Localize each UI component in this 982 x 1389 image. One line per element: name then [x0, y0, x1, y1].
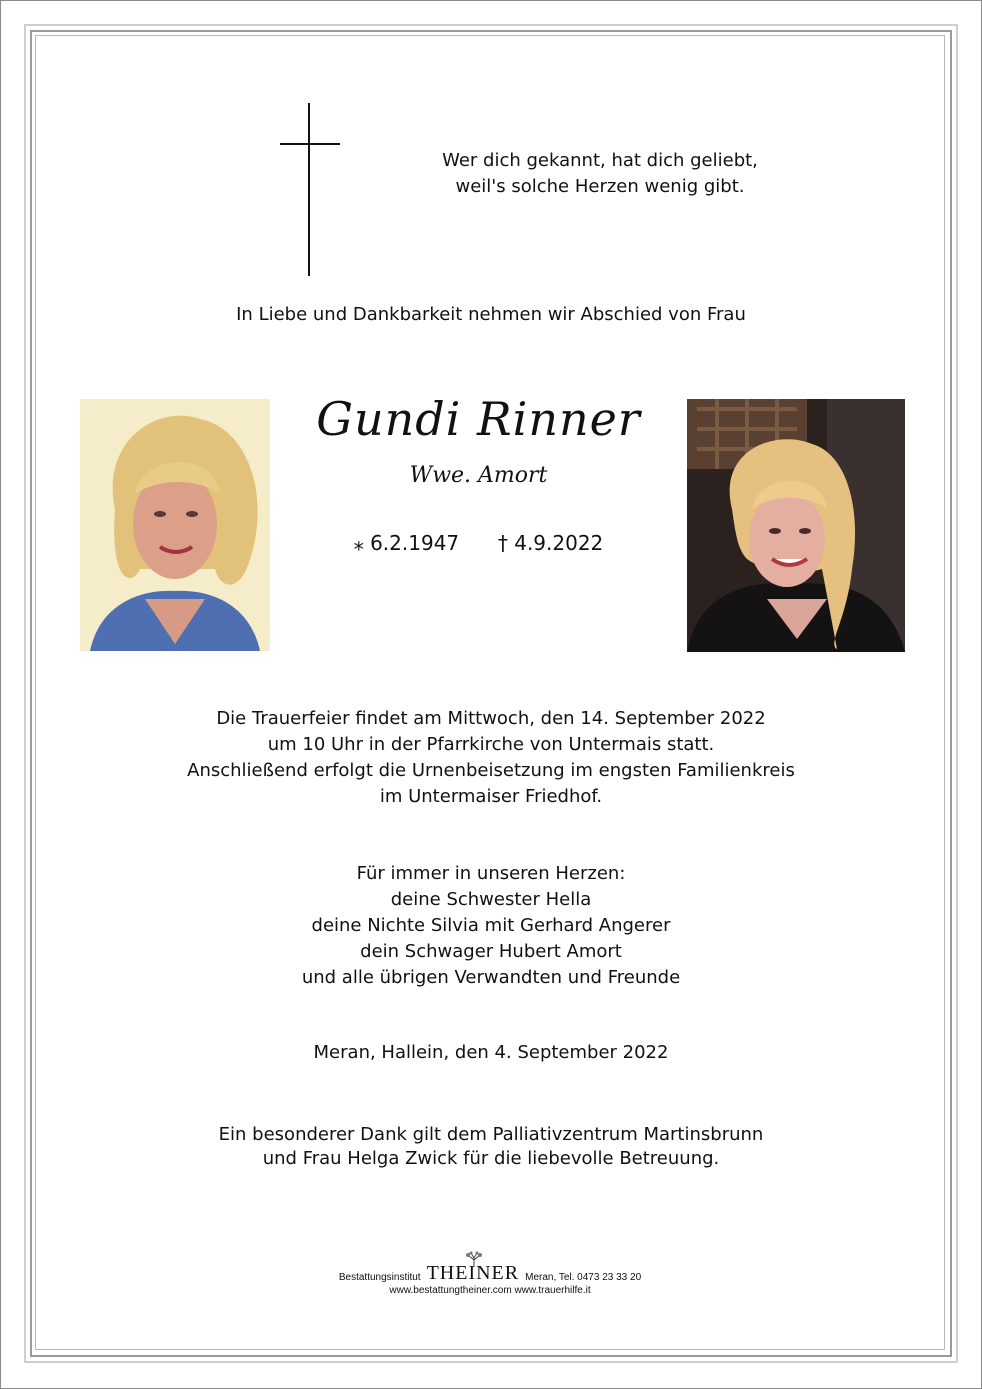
mourners-line-2: deine Schwester Hella [390, 889, 592, 910]
cross-vertical-bar [308, 103, 310, 276]
mourners-line-5: und alle übrigen Verwandten und Freunde [301, 967, 681, 988]
intro-text: In Liebe und Dankbarkeit nehmen wir Abschied von Frau [236, 304, 746, 325]
funeral-service-info [100, 706, 882, 810]
portrait-left-illustration [80, 399, 270, 651]
mourners-list [100, 861, 882, 991]
service-line-4: im Untermaiser Friedhof. [379, 786, 603, 807]
portrait-right-illustration [687, 399, 905, 652]
death-date: 4.9.2022 [514, 531, 604, 555]
funeral-home-brand: THEINER [426, 1262, 520, 1284]
death-cross-icon: † [497, 531, 508, 555]
portrait-photo-right [687, 399, 905, 652]
quote-line-2: weil's solche Herzen wenig gibt. [455, 176, 745, 197]
tree-icon [461, 1251, 487, 1267]
life-dates [270, 531, 687, 555]
memorial-quote [400, 148, 800, 200]
thanks-line-2: und Frau Helga Zwick für die liebevolle Betreuung. [262, 1148, 720, 1169]
mourners-line-1: Für immer in unseren Herzen: [356, 863, 626, 884]
funeral-home-footer [280, 1263, 700, 1296]
service-line-1: Die Trauerfeier findet am Mittwoch, den 14. September 2022 [216, 708, 766, 729]
deceased-name: Gundi Rinner [316, 392, 641, 446]
place-and-date: Meran, Hallein, den 4. September 2022 [313, 1042, 669, 1063]
quote-line-1: Wer dich gekannt, hat dich geliebt, [442, 150, 758, 171]
portrait-photo-left [80, 399, 270, 651]
service-line-3: Anschließend erfolgt die Urnenbeisetzung im engsten Familienkreis [187, 760, 795, 781]
footer-contact: Meran, Tel. 0473 23 33 20 [525, 1272, 642, 1283]
mourners-line-4: dein Schwager Hubert Amort [360, 941, 622, 962]
footer-prefix: Bestattungsinstitut [338, 1272, 421, 1283]
thanks-line-1: Ein besonderer Dank gilt dem Palliativzentrum Martinsbrunn [218, 1124, 764, 1145]
deceased-maiden-name: Wwe. Amort [409, 463, 548, 488]
birth-star-icon: ⁎ [353, 531, 364, 555]
mourners-line-3: deine Nichte Silvia mit Gerhard Angerer [311, 915, 671, 936]
birth-date: 6.2.1947 [370, 531, 460, 555]
footer-websites: www.bestattungtheiner.com www.trauerhilfe.it [389, 1285, 591, 1296]
funeral-home-logo [427, 1263, 520, 1283]
acknowledgement [100, 1123, 882, 1171]
cross-horizontal-bar [280, 143, 340, 145]
service-line-2: um 10 Uhr in der Pfarrkirche von Untermais statt. [267, 734, 715, 755]
